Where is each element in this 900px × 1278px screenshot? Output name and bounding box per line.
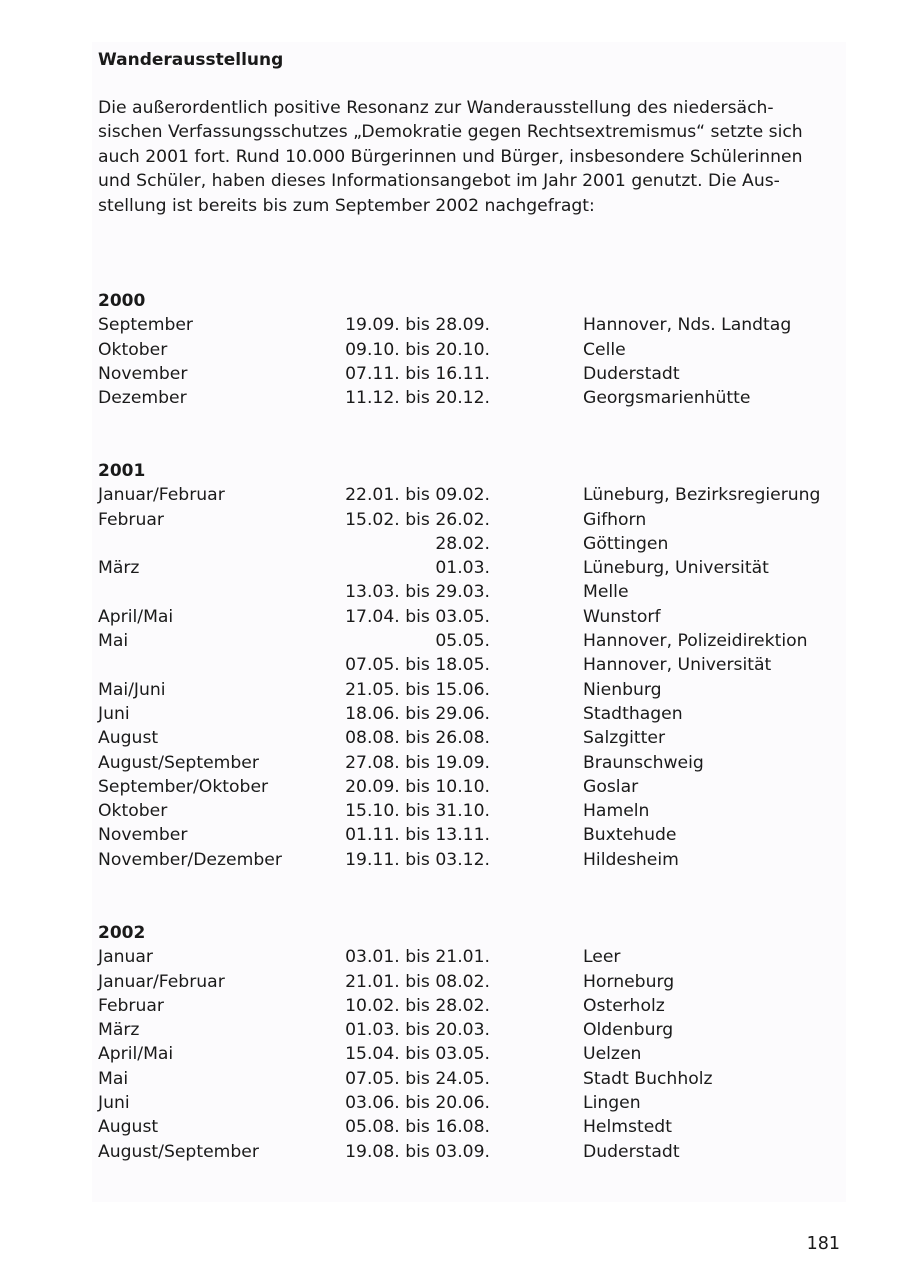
schedule-row	[98, 702, 848, 726]
schedule-row	[98, 678, 848, 702]
dates-cell: 22.01. bis 09.02.	[345, 485, 490, 506]
intro-line: stellung ist bereits bis zum September 2002 nachgefragt:	[98, 195, 595, 216]
place-cell: Gifhorn	[583, 509, 647, 530]
month-cell: Oktober	[98, 801, 168, 822]
intro-paragraph	[98, 96, 838, 218]
dates-cell: 03.01. bis 21.01.	[345, 947, 490, 968]
place-cell: Salzgitter	[583, 728, 666, 749]
schedule-row	[98, 508, 848, 532]
month-cell: April/Mai	[98, 1044, 174, 1065]
month-cell: Februar	[98, 509, 164, 530]
schedule-row	[98, 1115, 848, 1139]
schedule-row	[98, 775, 848, 799]
month-cell: Februar	[98, 995, 164, 1016]
schedule-row	[98, 945, 848, 969]
schedule-row	[98, 580, 848, 604]
schedule-row	[98, 751, 848, 775]
schedule-row	[98, 1091, 848, 1115]
month-cell: Oktober	[98, 339, 168, 360]
month-cell: August	[98, 728, 159, 749]
place-cell: Horneburg	[583, 971, 675, 992]
place-cell: Hildesheim	[583, 849, 679, 870]
place-cell: Helmstedt	[583, 1117, 672, 1138]
dates-cell: 15.02. bis 26.02.	[345, 509, 490, 530]
month-cell: Januar	[98, 947, 153, 968]
month-cell: August/September	[98, 1141, 259, 1162]
month-cell: April/Mai	[98, 606, 174, 627]
dates-cell: 28.02.	[435, 533, 490, 554]
dates-cell: 15.04. bis 03.05.	[345, 1044, 490, 1065]
dates-cell: 07.11. bis 16.11.	[345, 363, 490, 384]
year-heading: 2002	[98, 923, 146, 943]
year-heading: 2000	[98, 291, 146, 311]
schedule-row	[98, 605, 848, 629]
dates-cell: 09.10. bis 20.10.	[345, 339, 490, 360]
month-cell: Mai	[98, 631, 129, 652]
schedule-row	[98, 970, 848, 994]
place-cell: Hannover, Polizeidirektion	[583, 631, 808, 652]
schedule-row	[98, 556, 848, 580]
place-cell: Hameln	[583, 801, 650, 822]
dates-cell: 10.02. bis 28.02.	[345, 995, 490, 1016]
schedule-row	[98, 362, 848, 386]
place-cell: Duderstadt	[583, 1141, 680, 1162]
schedule-row	[98, 386, 848, 410]
place-cell: Lüneburg, Universität	[583, 558, 769, 579]
schedule-row	[98, 1140, 848, 1164]
dates-cell: 15.10. bis 31.10.	[345, 801, 490, 822]
schedule-row	[98, 1042, 848, 1066]
place-cell: Hannover, Universität	[583, 655, 772, 676]
dates-cell: 01.03.	[435, 558, 490, 579]
dates-cell: 01.11. bis 13.11.	[345, 825, 490, 846]
month-cell: Mai	[98, 1068, 129, 1089]
dates-cell: 19.11. bis 03.12.	[345, 849, 490, 870]
intro-line: und Schüler, haben dieses Informationsangebot im Jahr 2001 genutzt. Die Aus-	[98, 171, 780, 192]
schedule-row	[98, 1067, 848, 1091]
dates-cell: 19.08. bis 03.09.	[345, 1141, 490, 1162]
dates-cell: 07.05. bis 24.05.	[345, 1068, 490, 1089]
month-cell: Dezember	[98, 388, 187, 409]
month-cell: März	[98, 1020, 140, 1041]
month-cell: September/Oktober	[98, 776, 269, 797]
dates-cell: 08.08. bis 26.08.	[345, 728, 490, 749]
dates-cell: 05.05.	[435, 631, 490, 652]
place-cell: Stadthagen	[583, 703, 683, 724]
dates-cell: 21.01. bis 08.02.	[345, 971, 490, 992]
place-cell: Lüneburg, Bezirksregierung	[583, 485, 821, 506]
intro-line: sischen Verfassungsschutzes „Demokratie gegen Rechtsextremismus“ setzte sich	[98, 122, 803, 143]
place-cell: Stadt Buchholz	[583, 1068, 713, 1089]
month-cell: September	[98, 315, 194, 336]
place-cell: Goslar	[583, 776, 639, 797]
place-cell: Oldenburg	[583, 1020, 674, 1041]
month-cell: Januar/Februar	[98, 971, 225, 992]
month-cell: November	[98, 825, 188, 846]
place-cell: Uelzen	[583, 1044, 642, 1065]
schedule-row	[98, 823, 848, 847]
month-cell: November/Dezember	[98, 849, 282, 870]
section-heading: Wanderausstellung	[98, 50, 284, 70]
schedule-row	[98, 799, 848, 823]
month-cell: August	[98, 1117, 159, 1138]
place-cell: Duderstadt	[583, 363, 680, 384]
month-cell: Mai/Juni	[98, 679, 166, 700]
month-cell: Juni	[98, 1093, 130, 1114]
dates-cell: 07.05. bis 18.05.	[345, 655, 490, 676]
schedule-row	[98, 629, 848, 653]
dates-cell: 01.03. bis 20.03.	[345, 1020, 490, 1041]
schedule-row	[98, 338, 848, 362]
place-cell: Hannover, Nds. Landtag	[583, 315, 792, 336]
year-section-2000	[98, 289, 848, 410]
place-cell: Melle	[583, 582, 629, 603]
year-section-2001	[98, 459, 848, 872]
dates-cell: 19.09. bis 28.09.	[345, 315, 490, 336]
dates-cell: 11.12. bis 20.12.	[345, 388, 490, 409]
month-cell: März	[98, 558, 140, 579]
page-number: 181	[806, 1234, 840, 1254]
place-cell: Wunstorf	[583, 606, 661, 627]
schedule-row	[98, 994, 848, 1018]
place-cell: Lingen	[583, 1093, 641, 1114]
dates-cell: 18.06. bis 29.06.	[345, 703, 490, 724]
schedule-row	[98, 1018, 848, 1042]
place-cell: Göttingen	[583, 533, 669, 554]
intro-line: Die außerordentlich positive Resonanz zur Wanderausstellung des niedersäch-	[98, 98, 774, 118]
place-cell: Osterholz	[583, 995, 665, 1016]
dates-cell: 21.05. bis 15.06.	[345, 679, 490, 700]
dates-cell: 20.09. bis 10.10.	[345, 776, 490, 797]
schedule-row	[98, 532, 848, 556]
place-cell: Celle	[583, 339, 626, 360]
year-section-2002	[98, 921, 848, 1164]
month-cell: Januar/Februar	[98, 485, 225, 506]
schedule-row	[98, 313, 848, 337]
schedule-row	[98, 483, 848, 507]
month-cell: Juni	[98, 703, 130, 724]
place-cell: Georgsmarienhütte	[583, 388, 751, 409]
year-heading: 2001	[98, 461, 146, 481]
schedule-row	[98, 726, 848, 750]
place-cell: Leer	[583, 947, 621, 968]
place-cell: Braunschweig	[583, 752, 704, 773]
dates-cell: 17.04. bis 03.05.	[345, 606, 490, 627]
schedule-row	[98, 848, 848, 872]
month-cell: August/September	[98, 752, 259, 773]
dates-cell: 13.03. bis 29.03.	[345, 582, 490, 603]
dates-cell: 27.08. bis 19.09.	[345, 752, 490, 773]
dates-cell: 03.06. bis 20.06.	[345, 1093, 490, 1114]
place-cell: Nienburg	[583, 679, 662, 700]
intro-line: auch 2001 fort. Rund 10.000 Bürgerinnen und Bürger, insbesondere Schülerinnen	[98, 146, 803, 167]
place-cell: Buxtehude	[583, 825, 677, 846]
dates-cell: 05.08. bis 16.08.	[345, 1117, 490, 1138]
month-cell: November	[98, 363, 188, 384]
schedule-row	[98, 653, 848, 677]
